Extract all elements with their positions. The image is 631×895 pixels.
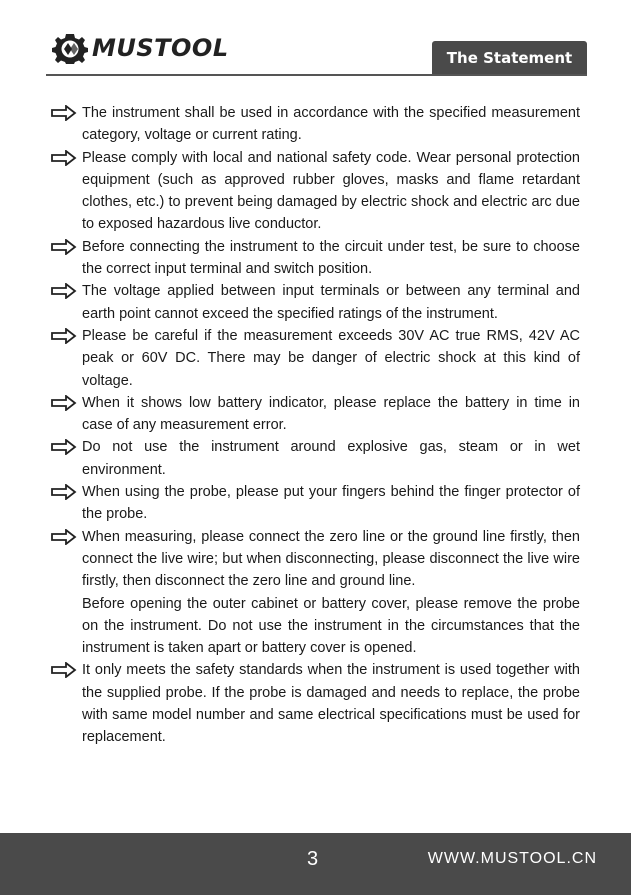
statement-text: Before connecting the instrument to the circuit under test, be sure to choose the correct input terminal and switch position. — [82, 238, 580, 278]
statement-text: Do not use the instrument around explosive gas, steam or in wet environment. — [82, 439, 580, 478]
arrow-bullet-icon — [51, 105, 77, 121]
arrow-bullet-icon — [51, 150, 77, 166]
arrow-bullet-icon — [51, 283, 77, 299]
arrow-bullet-icon — [51, 239, 77, 255]
section-title-tab: The Statement — [432, 41, 587, 75]
arrow-bullet-icon — [51, 484, 77, 500]
statement-item — [48, 280, 580, 325]
arrow-bullet-icon — [51, 662, 77, 678]
statement-item — [48, 593, 580, 660]
website-url: WWW.MUSTOOL.CN — [427, 850, 597, 867]
statement-item — [48, 102, 580, 147]
statement-text: When it shows low battery indicator, please replace the battery in time in case of any measurement error. — [82, 394, 580, 434]
statement-text: Please be careful if the measurement exceeds 30V AC true RMS, 42V AC peak or 60V DC. There may be danger of electric shock at this kind of voltage. — [82, 327, 580, 389]
statement-text: The instrument shall be used in accordance with the specified measurement category, voltage or current rating. — [82, 105, 580, 144]
arrow-bullet-icon — [51, 529, 77, 545]
statement-text: The voltage applied between input terminals or between any terminal and earth point cannot exceed the specified ratings of the instrument. — [82, 283, 580, 322]
arrow-bullet-icon — [51, 328, 77, 344]
arrow-bullet-icon — [51, 439, 77, 455]
page-footer — [0, 833, 631, 895]
header-divider — [46, 74, 587, 76]
page-number: 3 — [307, 848, 319, 870]
statement-item — [48, 436, 580, 481]
statement-item — [48, 526, 580, 593]
statement-text: It only meets the safety standards when the instrument is used together with the supplied probe. If the probe is damaged and needs to replace, the probe with same model number and same electrical specifications must be used for replacement. — [82, 662, 580, 746]
statement-item — [48, 325, 580, 392]
statement-item — [48, 147, 580, 236]
gear-icon — [50, 32, 90, 64]
statement-text: Please comply with local and national safety code. Wear personal protection equipment (such as approved rubber gloves, masks and flame retardant clothes, etc.) to prevent being damaged by electric shock and electric arc due to exposed hazardous live conductor. — [82, 149, 580, 233]
arrow-bullet-icon — [51, 395, 77, 411]
statement-item — [48, 392, 580, 437]
statement-text: When measuring, please connect the zero line or the ground line firstly, then connect the live wire; but when disconnecting, please disconnect the live wire firstly, then disconnect the zero line and ground line. — [82, 528, 580, 590]
statement-text: Before opening the outer cabinet or battery cover, please remove the probe on the instrument. Do not use the instrument in the circumstances that the instrument is taken apart or battery cover is opened. — [82, 595, 580, 657]
logo-wordmark: MUSTOOL — [92, 34, 229, 62]
statement-item — [48, 659, 580, 748]
statement-item — [48, 481, 580, 526]
statement-text: When using the probe, please put your fingers behind the finger protector of the probe. — [82, 484, 580, 523]
brand-logo — [50, 28, 229, 68]
statement-item — [48, 236, 580, 281]
statement-list — [48, 102, 580, 749]
